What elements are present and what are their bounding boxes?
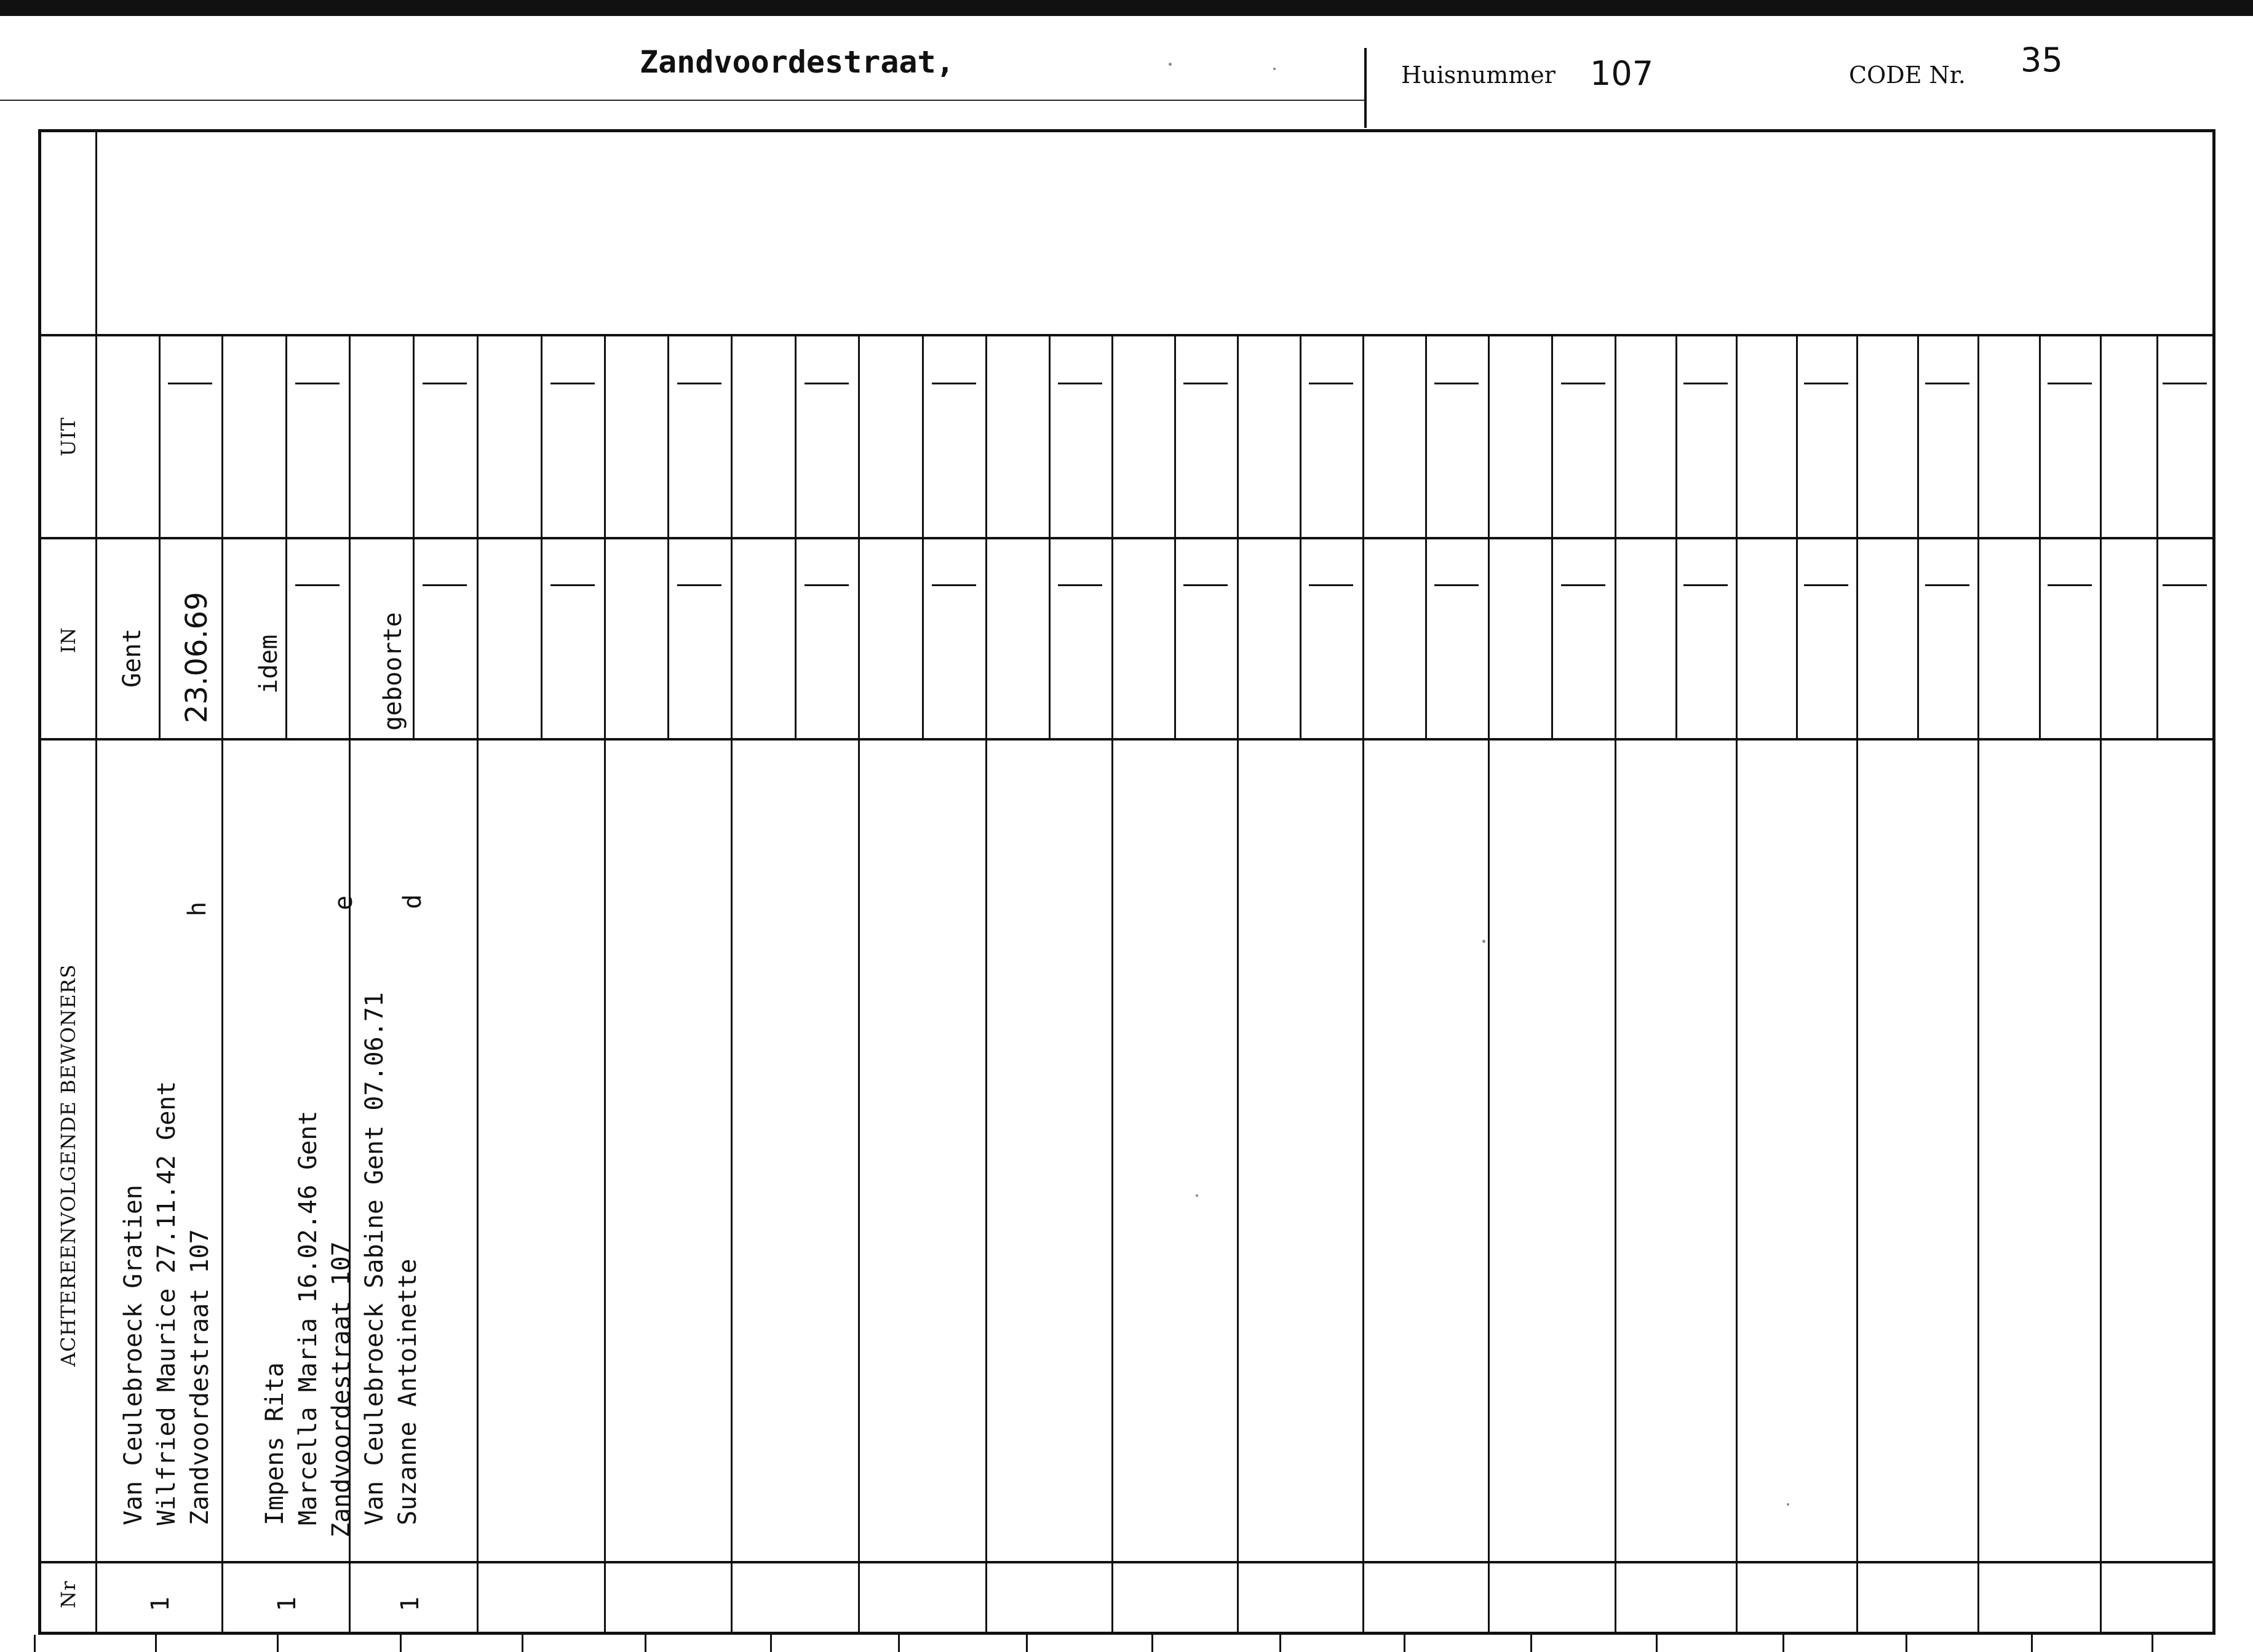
- dash-mark: [805, 584, 849, 586]
- subcolumn-divider: [795, 334, 797, 537]
- divider-uit-in: [38, 537, 2215, 539]
- column-divider: [731, 334, 733, 1635]
- column-divider: [604, 334, 606, 1635]
- column-divider: [1111, 334, 1113, 1635]
- resident-1-suffix: h: [183, 901, 212, 916]
- house-number: 107: [1590, 54, 1654, 93]
- dash-mark: [1925, 383, 1969, 384]
- dash-mark: [168, 383, 212, 384]
- subcolumn-divider: [1917, 537, 1919, 738]
- column-divider: [221, 334, 223, 1635]
- resident-3-in-place: geboorte: [379, 612, 407, 731]
- tick-mark: [898, 1635, 900, 1652]
- dash-mark: [805, 383, 849, 384]
- uit-label: UIT: [57, 417, 80, 456]
- subcolumn-divider: [2156, 334, 2158, 537]
- tick-mark: [2031, 1635, 2033, 1652]
- column-divider: [1362, 334, 1364, 1635]
- resident-1-line-1: Van Ceulebroeck Gratien: [119, 1185, 148, 1525]
- dash-mark: [423, 584, 467, 586]
- top-border: [0, 0, 2253, 16]
- subcolumn-divider: [1425, 334, 1427, 537]
- dash-mark: [295, 584, 340, 586]
- column-divider: [858, 334, 860, 1635]
- dash-mark: [1183, 584, 1228, 586]
- house-number-label: Huisnummer: [1401, 62, 1556, 89]
- subcolumn-divider: [922, 537, 924, 738]
- column-divider: [1977, 334, 1979, 1635]
- subcolumn-divider: [795, 537, 797, 738]
- tick-mark: [522, 1635, 523, 1652]
- scan-speck: [1482, 940, 1485, 943]
- subcolumn-divider: [1675, 334, 1677, 537]
- tick-mark: [1905, 1635, 1907, 1652]
- subcolumn-divider: [285, 334, 287, 537]
- dash-mark: [677, 584, 721, 586]
- label-column-separator: [95, 132, 97, 1633]
- subcolumn-divider: [1796, 334, 1798, 537]
- column-divider: [1736, 334, 1738, 1635]
- tick-mark: [277, 1635, 279, 1652]
- resident-2-in-place: idem: [255, 634, 283, 694]
- subcolumn-divider: [1174, 537, 1176, 738]
- header-divider: [1364, 48, 1367, 128]
- subcolumn-divider: [922, 334, 924, 537]
- subcolumn-divider: [1049, 334, 1051, 537]
- column-divider: [1488, 334, 1490, 1635]
- dash-mark: [550, 383, 595, 384]
- divider-residents-nr: [38, 1561, 2215, 1563]
- subcolumn-divider: [1425, 537, 1427, 738]
- tick-mark: [2152, 1635, 2153, 1652]
- street-name: Zandvoordestraat,: [640, 44, 955, 80]
- in-label: IN: [57, 627, 80, 653]
- resident-2-nr: 1: [273, 1596, 301, 1611]
- subcolumn-divider: [159, 537, 161, 738]
- tick-mark: [34, 1635, 36, 1652]
- dash-mark: [1683, 584, 1728, 586]
- tick-mark: [155, 1635, 157, 1652]
- subcolumn-divider: [1675, 537, 1677, 738]
- dash-mark: [2163, 383, 2207, 384]
- column-divider: [1856, 334, 1858, 1635]
- resident-2-line-1: Impens Rita: [261, 1362, 289, 1525]
- column-divider: [2100, 334, 2102, 1635]
- dash-mark: [295, 383, 340, 384]
- tick-mark: [1404, 1635, 1405, 1652]
- subcolumn-divider: [541, 334, 542, 537]
- code-label: CODE Nr.: [1849, 62, 1966, 89]
- tick-mark: [1279, 1635, 1281, 1652]
- resident-1-in-date: 23.06.69: [180, 592, 214, 723]
- resident-1-nr: 1: [146, 1596, 175, 1611]
- dash-mark: [1561, 584, 1605, 586]
- tick-mark: [1656, 1635, 1658, 1652]
- header-rule: [0, 100, 1364, 101]
- nr-label: Nr: [57, 1580, 80, 1608]
- subcolumn-divider: [413, 334, 415, 537]
- dash-mark: [2163, 584, 2207, 586]
- scan-speck: [1169, 63, 1172, 66]
- subcolumn-divider: [159, 334, 161, 537]
- divider-top: [38, 334, 2215, 336]
- tick-mark: [770, 1635, 772, 1652]
- dash-mark: [2048, 584, 2092, 586]
- dash-mark: [677, 383, 721, 384]
- subcolumn-divider: [413, 537, 415, 738]
- column-divider: [985, 334, 987, 1635]
- resident-3-line-1: Van Ceulebroeck Sabine Gent 07.06.71: [360, 992, 389, 1525]
- tick-mark: [1151, 1635, 1153, 1652]
- dash-mark: [932, 584, 976, 586]
- subcolumn-divider: [1551, 537, 1553, 738]
- dash-mark: [1561, 383, 1605, 384]
- resident-3-suffix: d: [399, 894, 427, 909]
- dash-mark: [423, 383, 467, 384]
- subcolumn-divider: [2039, 537, 2041, 738]
- subcolumn-divider: [1300, 537, 1301, 738]
- dash-mark: [1309, 584, 1353, 586]
- column-divider: [477, 334, 479, 1635]
- subcolumn-divider: [541, 537, 542, 738]
- dash-mark: [1804, 584, 1848, 586]
- resident-2-line-2: Marcella Maria 16.02.46 Gent: [294, 1110, 322, 1525]
- dash-mark: [1804, 383, 1848, 384]
- dash-mark: [1434, 383, 1479, 384]
- dash-mark: [1058, 383, 1102, 384]
- tick-mark: [1026, 1635, 1028, 1652]
- dash-mark: [1183, 383, 1228, 384]
- dash-mark: [550, 584, 595, 586]
- dash-mark: [1434, 584, 1479, 586]
- code-number: 35: [2021, 41, 2063, 79]
- residents-label: ACHTEREENVOLGENDE BEWONERS: [57, 964, 80, 1367]
- column-divider: [1237, 334, 1239, 1635]
- resident-3-nr: 1: [396, 1596, 424, 1611]
- resident-2-line-3: Zandvoordestraat 107: [327, 1241, 356, 1538]
- subcolumn-divider: [1917, 334, 1919, 537]
- subcolumn-divider: [1796, 537, 1798, 738]
- subcolumn-divider: [1174, 334, 1176, 537]
- tick-mark: [400, 1635, 402, 1652]
- dash-mark: [1683, 383, 1728, 384]
- dash-mark: [1925, 584, 1969, 586]
- subcolumn-divider: [2156, 537, 2158, 738]
- divider-in-residents: [38, 738, 2215, 741]
- subcolumn-divider: [285, 537, 287, 738]
- subcolumn-divider: [667, 537, 669, 738]
- scan-speck: [1273, 68, 1276, 70]
- scan-speck: [1196, 1194, 1198, 1197]
- subcolumn-divider: [2039, 334, 2041, 537]
- tick-mark: [645, 1635, 646, 1652]
- subcolumn-divider: [667, 334, 669, 537]
- dash-mark: [932, 383, 976, 384]
- subcolumn-divider: [1551, 334, 1553, 537]
- resident-1-line-3: Zandvoordestraat 107: [186, 1229, 214, 1525]
- dash-mark: [1058, 584, 1102, 586]
- column-divider: [1615, 334, 1616, 1635]
- scan-speck: [1787, 1503, 1789, 1506]
- tick-mark: [1530, 1635, 1532, 1652]
- tick-mark: [1782, 1635, 1784, 1652]
- dash-mark: [2048, 383, 2092, 384]
- subcolumn-divider: [1300, 334, 1301, 537]
- resident-1-line-2: Wilfried Maurice 27.11.42 Gent: [153, 1081, 181, 1525]
- subcolumn-divider: [1049, 537, 1051, 738]
- resident-1-in-place: Gent: [118, 628, 146, 688]
- dash-mark: [1309, 383, 1353, 384]
- resident-3-line-2: Suzanne Antoinette: [394, 1258, 422, 1525]
- resident-2-suffix: e: [330, 895, 358, 910]
